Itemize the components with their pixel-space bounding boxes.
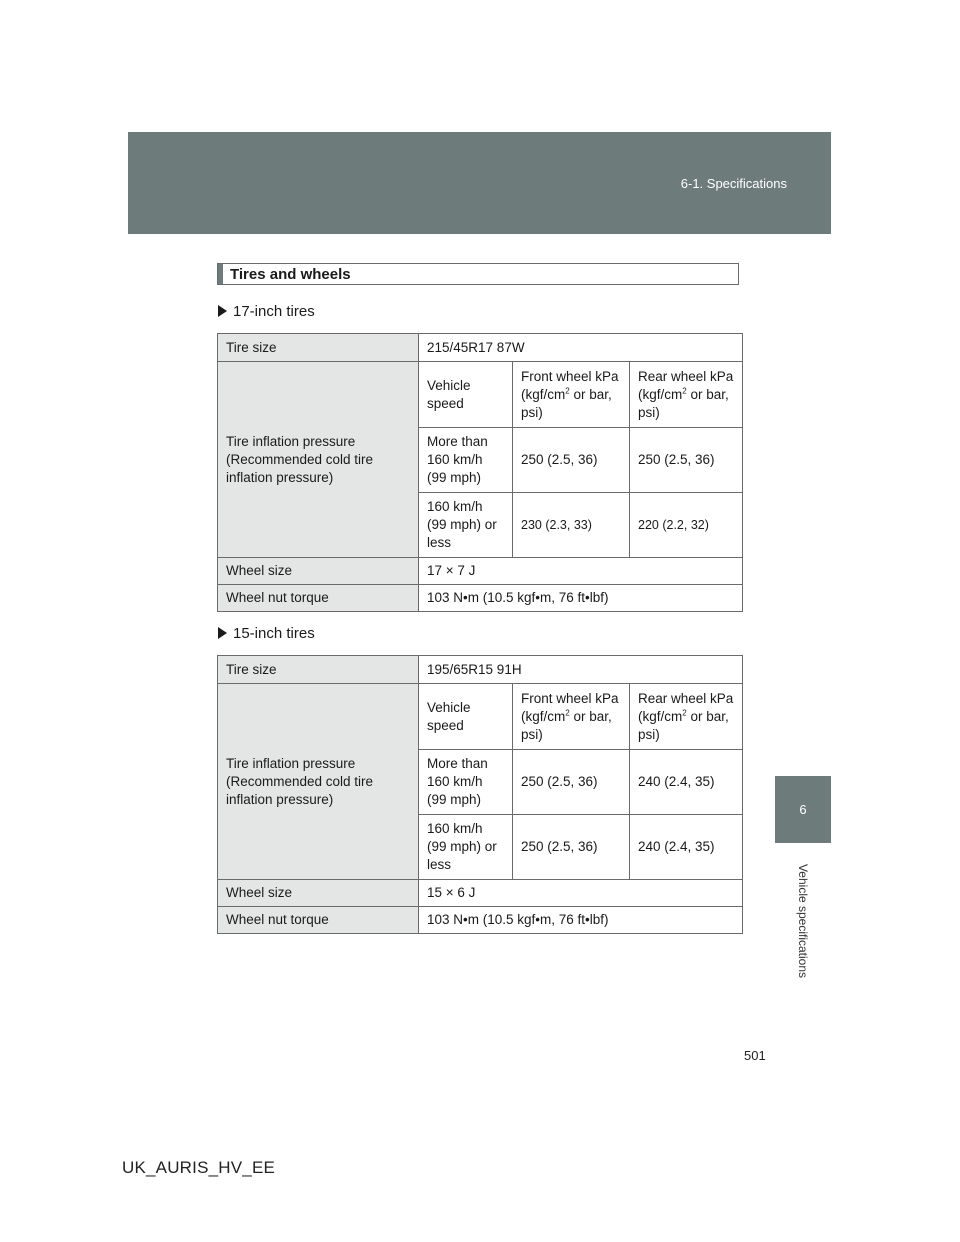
nut-torque-label: Wheel nut torque (218, 585, 419, 612)
tire-size-label: Tire size (218, 334, 419, 362)
table-row (218, 880, 743, 907)
table-row (218, 362, 743, 428)
table-row (218, 684, 743, 750)
chapter-label-text: Vehicle specifications (796, 863, 810, 978)
tire-size-label: Tire size (218, 656, 419, 684)
rear-pressure-cell: 220 (2.2, 32) (630, 493, 743, 558)
speed-cell: 160 km/h (99 mph) or less (419, 493, 513, 558)
pressure-label (218, 362, 419, 558)
nut-torque-value: 103 N•m (10.5 kgf•m, 76 ft•lbf) (419, 585, 743, 612)
front-pressure-cell: 250 (2.5, 36) (513, 428, 630, 493)
chapter-number: 6 (799, 802, 807, 817)
table-row (218, 334, 743, 362)
pressure-label-text: Tire inflation pressure (Recommended cold tire inflation pressure) (226, 433, 374, 485)
speed-cell: More than 160 km/h (99 mph) (419, 750, 513, 815)
subheading-15-inch (218, 625, 315, 642)
header-band (128, 132, 831, 234)
triangle-bullet-icon (218, 627, 227, 639)
front-pressure-cell: 230 (2.3, 33) (513, 493, 630, 558)
table-row (218, 585, 743, 612)
tire-spec-table-15 (217, 655, 743, 934)
rear-column-header: Rear wheel kPa ($kgf/cm^2$ or bar, psi) (630, 362, 743, 428)
rear-pressure-cell: 240 (2.4, 35) (630, 815, 743, 880)
speed-cell: 160 km/h (99 mph) or less (419, 815, 513, 880)
front-column-header: Front wheel kPa ($kgf/cm^2$ or bar, psi) (513, 684, 630, 750)
tire-size-value: 195/65R15 91H (419, 656, 743, 684)
wheel-size-value: 15 × 6 J (419, 880, 743, 907)
section-reference: 6-1. Specifications (680, 176, 787, 191)
nut-torque-label: Wheel nut torque (218, 907, 419, 934)
front-column-header: Front wheel kPa ($kgf/cm^2$ or bar, psi) (513, 362, 630, 428)
rear-pressure-cell: 250 (2.5, 36) (630, 428, 743, 493)
chapter-tab[interactable] (775, 776, 831, 843)
front-pressure-cell: 250 (2.5, 36) (513, 750, 630, 815)
section-title-text: Tires and wheels (230, 266, 351, 283)
speed-column-header: Vehicle speed (419, 684, 513, 750)
wheel-size-value: 17 × 7 J (419, 558, 743, 585)
rear-pressure-cell: 240 (2.4, 35) (630, 750, 743, 815)
chapter-label (792, 848, 814, 993)
document-code: UK_AURIS_HV_EE (122, 1158, 276, 1177)
table-row (218, 558, 743, 585)
speed-cell: More than 160 km/h (99 mph) (419, 428, 513, 493)
section-title-bar (218, 264, 223, 284)
triangle-bullet-icon (218, 305, 227, 317)
wheel-size-label: Wheel size (218, 880, 419, 907)
table-row (218, 907, 743, 934)
tire-size-value: 215/45R17 87W (419, 334, 743, 362)
front-pressure-cell: 250 (2.5, 36) (513, 815, 630, 880)
rear-column-header: Rear wheel kPa ($kgf/cm^2$ or bar, psi) (630, 684, 743, 750)
section-title (217, 263, 739, 285)
table-row (218, 656, 743, 684)
subheading-17-inch (218, 303, 315, 320)
subheading-text: 17-inch tires (233, 303, 315, 320)
tire-spec-table-17 (217, 333, 743, 612)
speed-column-header: Vehicle speed (419, 362, 513, 428)
wheel-size-label: Wheel size (218, 558, 419, 585)
subheading-text: 15-inch tires (233, 625, 315, 642)
pressure-label (218, 684, 419, 880)
page-number: 501 (744, 1048, 766, 1063)
nut-torque-value: 103 N•m (10.5 kgf•m, 76 ft•lbf) (419, 907, 743, 934)
pressure-label-text: Tire inflation pressure (Recommended cold tire inflation pressure) (226, 755, 374, 807)
